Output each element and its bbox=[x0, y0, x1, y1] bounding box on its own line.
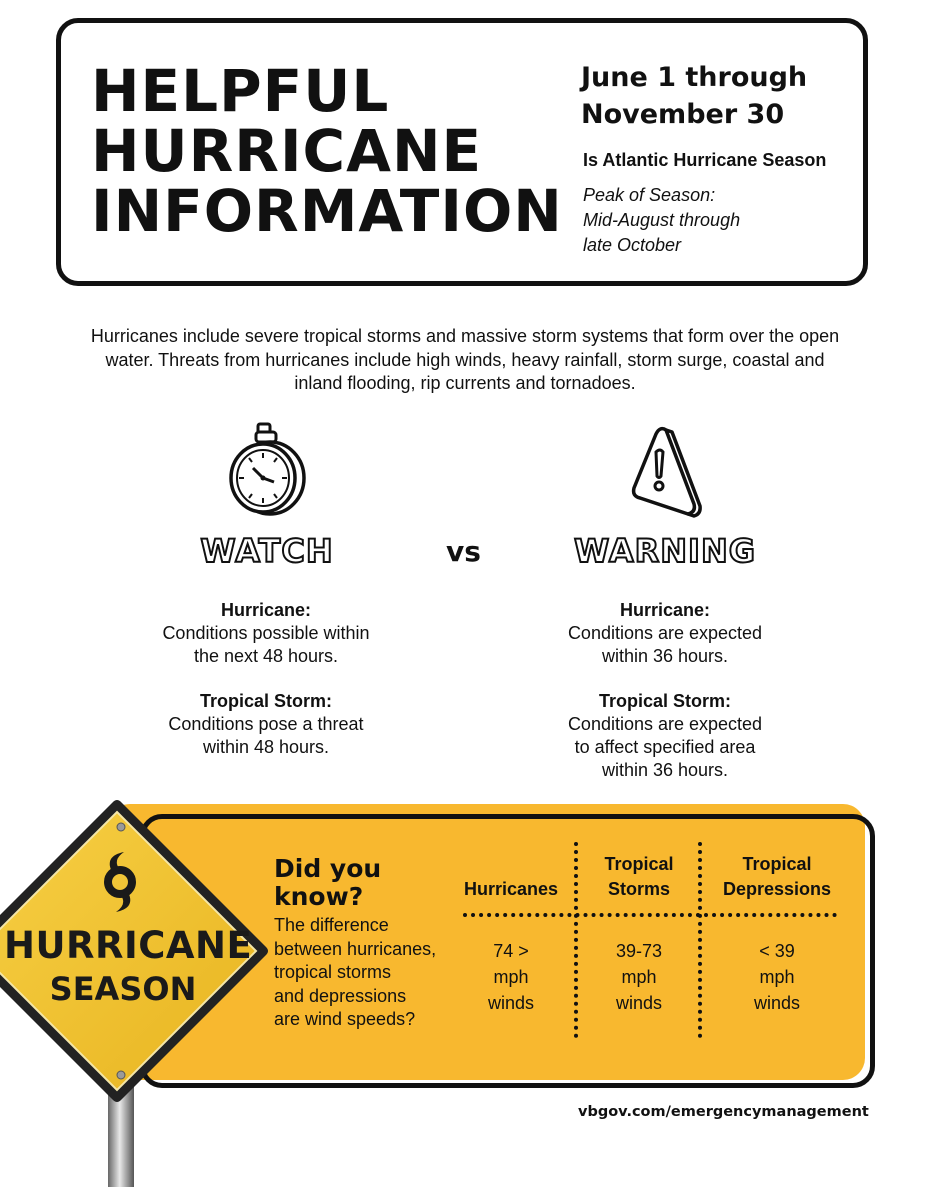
dyk-body-line: between hurricanes, bbox=[274, 938, 437, 959]
warning-column bbox=[520, 599, 810, 804]
title-line: HURRICANE bbox=[91, 117, 483, 185]
warning-hurricane-label: Hurricane: bbox=[619, 600, 711, 620]
title-box bbox=[56, 18, 868, 286]
peak-season bbox=[583, 183, 740, 258]
stopwatch-icon bbox=[222, 420, 310, 525]
value-tropical-storms bbox=[585, 938, 693, 1016]
table-divider-vertical bbox=[574, 842, 578, 1038]
watch-hurricane-text: Conditions possible within the next 48 hours. bbox=[162, 623, 370, 666]
season-dates bbox=[581, 59, 807, 133]
warning-storm-label: Tropical Storm: bbox=[598, 691, 732, 711]
watch-hurricane bbox=[121, 599, 411, 668]
dyk-body-line: The difference bbox=[274, 915, 389, 935]
footer-url[interactable]: vbgov.com/emergencymanagement bbox=[578, 1104, 869, 1120]
col-header-line: Depressions bbox=[722, 879, 832, 899]
dyk-body-line: tropical storms bbox=[274, 962, 392, 982]
col-header-line: Storms bbox=[607, 879, 670, 899]
value-line: mph bbox=[621, 967, 657, 987]
intro-paragraph: Hurricanes include severe tropical storms and massive storm systems that form over the open water. Threats from hurricanes include high winds, heavy rainfall, storm surge, coastal and inland flooding, rip currents and tornadoes. bbox=[90, 326, 840, 393]
col-header-line: Tropical bbox=[604, 854, 674, 874]
table-divider-vertical bbox=[698, 842, 702, 1038]
warning-hurricane bbox=[520, 599, 810, 668]
sign-text-season: SEASON bbox=[49, 970, 197, 1008]
dates-line: June 1 through bbox=[581, 62, 808, 93]
col-header-hurricanes bbox=[461, 877, 561, 902]
warning-storm bbox=[520, 690, 810, 782]
watch-storm-text: Conditions pose a threat within 48 hours. bbox=[168, 714, 364, 757]
warning-storm-text: Conditions are expected to affect specified area within 36 hours. bbox=[567, 714, 763, 780]
peak-line: Peak of Season: bbox=[583, 185, 716, 205]
col-header-line: Hurricanes bbox=[463, 879, 559, 899]
watch-hurricane-label: Hurricane: bbox=[220, 600, 312, 620]
value-line: 39-73 bbox=[615, 941, 663, 961]
main-title bbox=[91, 57, 563, 245]
value-line: winds bbox=[753, 993, 801, 1013]
value-line: 74 > bbox=[493, 941, 529, 961]
peak-line: late October bbox=[583, 235, 682, 255]
col-header-line: Tropical bbox=[742, 854, 812, 874]
did-you-know-body bbox=[274, 914, 436, 1032]
sign-text-hurricane: HURRICANE bbox=[4, 924, 253, 967]
dyk-title-line: know? bbox=[274, 882, 364, 911]
watch-storm-label: Tropical Storm: bbox=[199, 691, 333, 711]
dates-line: November 30 bbox=[581, 99, 785, 130]
value-line: winds bbox=[487, 993, 535, 1013]
warning-triangle-icon bbox=[622, 424, 702, 525]
value-line: mph bbox=[759, 967, 795, 987]
warning-hurricane-text: Conditions are expected within 36 hours. bbox=[567, 623, 763, 666]
title-line: INFORMATION bbox=[91, 177, 563, 245]
dyk-body-line: and depressions bbox=[274, 985, 407, 1006]
did-you-know-title bbox=[274, 855, 381, 911]
sign-bolt bbox=[117, 1071, 125, 1079]
value-line: < 39 bbox=[759, 941, 795, 961]
sign-bolt bbox=[117, 823, 125, 831]
season-label: Is Atlantic Hurricane Season bbox=[583, 150, 827, 170]
watch-column bbox=[121, 599, 411, 781]
watch-storm bbox=[121, 690, 411, 759]
value-line: winds bbox=[615, 993, 663, 1013]
peak-line: Mid-August through bbox=[583, 210, 741, 230]
dyk-title-line: Did you bbox=[274, 854, 382, 883]
warning-heading: WARNING bbox=[574, 532, 756, 570]
watch-heading: WATCH bbox=[200, 532, 334, 570]
vs-label: vs bbox=[446, 535, 481, 568]
title-line: HELPFUL bbox=[91, 57, 390, 125]
col-header-tropical-depressions bbox=[712, 852, 842, 902]
value-tropical-depressions bbox=[712, 938, 842, 1016]
value-line: mph bbox=[493, 967, 529, 987]
table-divider-horizontal bbox=[463, 913, 837, 917]
dyk-body-line: are wind speeds? bbox=[274, 1009, 416, 1029]
value-hurricanes bbox=[461, 938, 561, 1016]
col-header-tropical-storms bbox=[585, 852, 693, 902]
